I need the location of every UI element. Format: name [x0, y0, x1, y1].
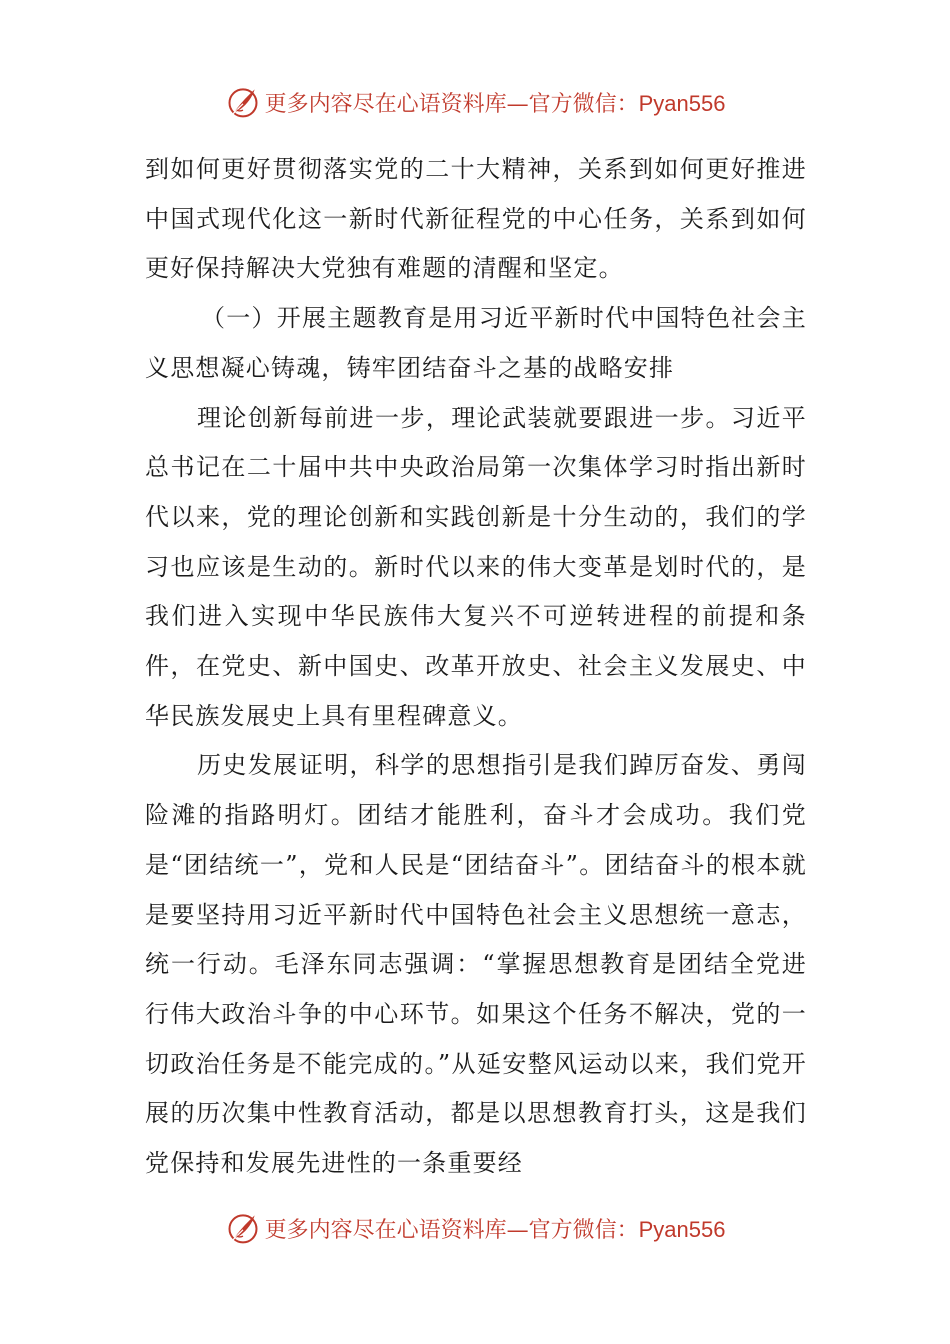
banner-text-cn: 更多内容尽在心语资料库—官方微信： — [264, 91, 639, 117]
document-body — [145, 145, 807, 1189]
footer-banner — [0, 1206, 950, 1250]
header-banner — [0, 80, 950, 124]
paragraph-theory: 理论创新每前进一步，理论武装就要跟进一步。习近平总书记在二十届中共中央政治局第一次集体学习时指出新时代以来，党的理论创新和实践创新是十分生动的，我们的学习也应该是生动的。新时代以来的伟大变革是划时代的，是我们进入实现中华民族伟大复兴不可逆转进程的前提和条件，在党史、新中国史、改革开放史、社会主义发展史、中华民族发展史上具有里程碑意义。 — [145, 403, 807, 730]
paragraph-continuation: 到如何更好贯彻落实党的二十大精神，关系到如何更好推进中国式现代化这一新时代新征程党的中心任务，关系到如何更好保持解决大党独有难题的清醒和坚定。 — [145, 155, 807, 283]
banner-text — [265, 87, 726, 118]
banner-text-cn: 更多内容尽在心语资料库—官方微信： — [264, 1217, 639, 1243]
banner-wechat-id: Pyan556 — [638, 1216, 726, 1242]
banner-text — [265, 1213, 726, 1244]
paragraph-history: 历史发展证明，科学的思想指引是我们踔厉奋发、勇闯险滩的指路明灯。团结才能胜利，奋斗才会成功。我们党是“团结统一”，党和人民是“团结奋斗”。团结奋斗的根本就是要坚持用习近平新时代中国特色社会主义思想统一意志，统一行动。毛泽东同志强调：“掌握思想教育是团结全党进行伟大政治斗争的中心环节。如果这个任务不解决，党的一切政治任务是不能完成的。”从延安整风运动以来，我们党开展的历次集中性教育活动，都是以思想教育打头，这是我们党保持和发展先进性的一条重要经 — [145, 751, 807, 1178]
quill-pen-logo-icon — [225, 84, 261, 120]
section-heading: （一）开展主题教育是用习近平新时代中国特色社会主义思想凝心铸魂，铸牢团结奋斗之基的战略安排 — [145, 304, 807, 382]
quill-pen-logo-icon — [225, 1210, 261, 1246]
banner-wechat-id: Pyan556 — [638, 90, 726, 116]
